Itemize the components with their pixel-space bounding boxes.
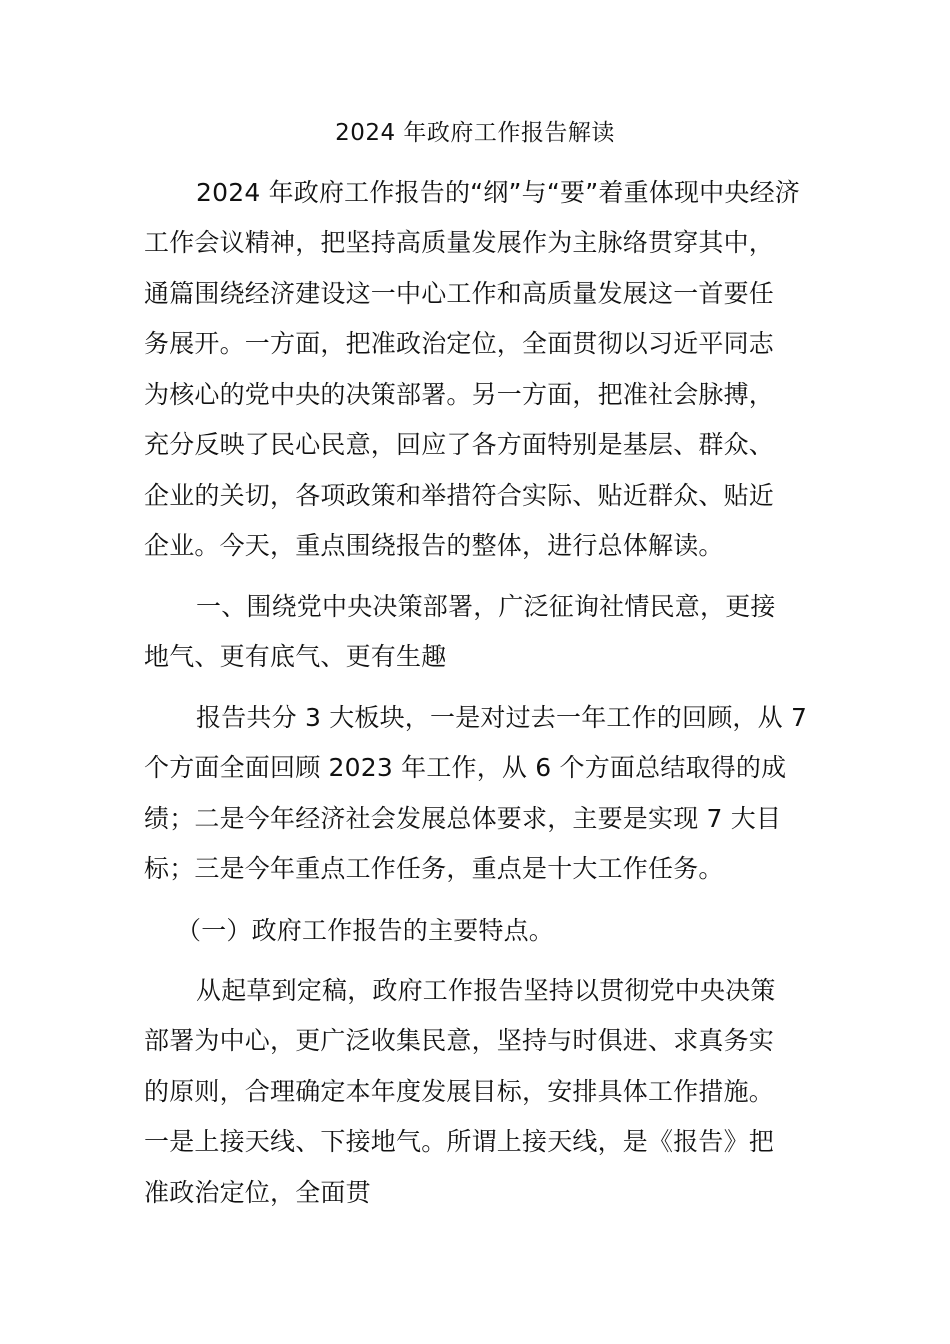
paragraph-line: 报告共分 3 大板块，一是对过去一年工作的回顾，从 7	[196, 703, 808, 732]
paragraph-line: 企业。今天，重点围绕报告的整体，进行总体解读。	[144, 531, 724, 560]
paragraph-line: 充分反映了民心民意，回应了各方面特别是基层、群众、	[144, 430, 775, 459]
subsection-heading: （一）政府工作报告的主要特点。	[176, 916, 555, 945]
paragraph-line: 绩；二是今年经济社会发展总体要求，主要是实现 7 大目	[144, 804, 782, 833]
paragraph-line: 2024 年政府工作报告的“纲”与“要”着重体现中央经济	[196, 178, 800, 207]
paragraph-line: 从起草到定稿，政府工作报告坚持以贯彻党中央决策	[196, 976, 776, 1005]
document-title: 2024 年政府工作报告解读	[335, 120, 615, 146]
section-heading-line: 一、围绕党中央决策部署，广泛征询社情民意，更接	[196, 592, 776, 621]
paragraph-line: 通篇围绕经济建设这一中心工作和高质量发展这一首要任	[144, 279, 775, 308]
paragraph-line: 企业的关切，各项政策和举措符合实际、贴近群众、贴近	[144, 481, 775, 510]
paragraph-line: 工作会议精神，把坚持高质量发展作为主脉络贯穿其中，	[144, 228, 775, 257]
paragraph-line: 准政治定位，全面贯	[144, 1178, 371, 1207]
paragraph-line: 为核心的党中央的决策部署。另一方面，把准社会脉搏，	[144, 380, 775, 409]
paragraph-line: 一是上接天线、下接地气。所谓上接天线，是《报告》把	[144, 1127, 775, 1156]
paragraph-line: 个方面全面回顾 2023 年工作，从 6 个方面总结取得的成	[144, 753, 787, 782]
section-heading-line: 地气、更有底气、更有生趣	[144, 642, 447, 671]
paragraph-line: 部署为中心，更广泛收集民意，坚持与时俱进、求真务实	[144, 1026, 775, 1055]
paragraph-line: 的原则，合理确定本年度发展目标，安排具体工作措施。	[144, 1077, 775, 1106]
paragraph-line: 标；三是今年重点工作任务，重点是十大工作任务。	[144, 854, 724, 883]
paragraph-line: 务展开。一方面，把准政治定位，全面贯彻以习近平同志	[144, 329, 775, 358]
